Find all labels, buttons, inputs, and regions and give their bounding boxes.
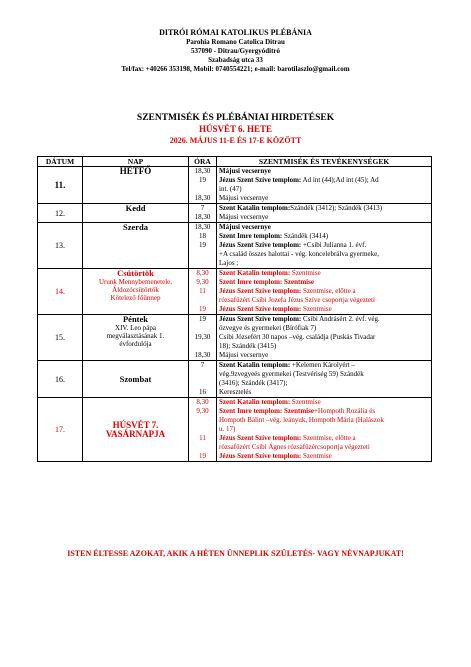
day-cell: HÉTFŐ	[83, 167, 189, 204]
date-cell: 15.	[38, 315, 83, 361]
events-cell: Szent Katalin templom: Szentmise Szent Imre templom: Szentmise Jézus Szent Szíve templom: Szentmise, előtte a rózsafüzért Csibi Jozefa Jézus Szíve csoportja végezteti Jézus Szent Szíve templom: Szentmise	[217, 269, 432, 315]
date-cell: 12.	[38, 204, 83, 223]
parish-name-ro: Parohia Romano Catolica Ditrau	[186, 38, 285, 46]
events-cell: Szent Katalin templom: +Kelemen Károlyért – vég.9zvegyeés gyermekei (Testvériség 59) Szándék (3416); Szándék (3417); Keresztelés	[217, 361, 432, 398]
time-cell: 8,30 9,30 11 19	[189, 269, 217, 315]
date-cell: 13.	[38, 223, 83, 269]
col-header-time: ÓRA	[189, 157, 217, 167]
schedule-table	[37, 156, 432, 462]
day-cell: Csütörtök Urunk Mennybemenetele, Áldozócsütörtök Kötelező főünnep	[83, 269, 189, 315]
footer-greeting: ISTEN ÉLTESSE AZOKAT, AKIK A HÉTEN ÜNNEPLIK SZÜLETÉS- VAGY NÉVNAPJUKAT!	[67, 549, 404, 558]
date-range: 2026. MÁJUS 11-E ÉS 17-E KÖZÖTT	[169, 136, 302, 145]
day-cell: HÚSVÉT 7. VASÁRNAPJA	[83, 398, 189, 462]
events-cell: Jézus Szent Szíve templom: Csibi Andrásért 2. évf. vég. özvegye és gyermekei (Bírófiak 7) Csibi Józsefért 30 napos –vég. családja (Puskás Tivadar 18); Szándék (3415) Májusi vecsernye	[217, 315, 432, 361]
table-row	[38, 315, 432, 361]
day-cell: Szombat	[83, 361, 189, 398]
church-name: Jézus Szent Szíve templom:	[219, 176, 302, 184]
table-row	[38, 269, 432, 315]
table-row	[38, 398, 432, 462]
time-cell: 7 18,30	[189, 204, 217, 223]
events-cell: Szent Katalin templom: Szentmise Szent Imre templom: Szentmise+Hompoth Rozália és Hompoth Bálint –vég. leányuk, Hompoth Mária (Halászok u. 17) Jézus Szent Szíve templom: Szentmise, előtte a rózsafüzért Csibi Ágnes rózsafüzércsoportja végezteti Jézus Szent Szíve templom: Szentmise	[217, 398, 432, 462]
time-cell: 18,30 18 19	[189, 223, 217, 269]
time-cell: 18,30 19 18,30	[189, 167, 217, 204]
parish-name: DITRÓI RÓMAI KATOLIKUS PLÉBÁNIA	[159, 28, 312, 37]
events-cell: Májusi vecsernye Jézus Szent Szíve templom: Ad int (44);Ad int (45); Ad int. (47) Májusi vecsernye	[217, 167, 432, 204]
page-title: SZENTMISÉK ÉS PLÉBÁNIAI HIRDETÉSEK	[136, 113, 335, 123]
day-cell: Péntek XIV. Leo pápa megválasztásának 1. évfordulója	[83, 315, 189, 361]
events-cell: Szent Katalin templom:Szándék (3412); Szándék (3413) Májusi vecsernye	[217, 204, 432, 223]
table-header-row	[38, 157, 432, 167]
time-cell: 8,30 9,30 11 19	[189, 398, 217, 462]
table-row	[38, 223, 432, 269]
table-row	[38, 361, 432, 398]
day-cell: Szerda	[83, 223, 189, 269]
date-cell: 17.	[38, 398, 83, 462]
time-cell: 7 16	[189, 361, 217, 398]
date-cell: 16.	[38, 361, 83, 398]
postal-address: 537090 - Ditrau/Gyergyóditró	[190, 47, 281, 55]
week-title: HÚSVÉT 6. HETE	[198, 124, 273, 134]
email-link[interactable]: barotilaszlo@gmail.com	[277, 65, 350, 73]
events-cell: Májusi vecsernye Szent Imre templom: Szándék (3414) Jézus Szent Szíve templom: +Csibi Julianna 1. évf. +A család összes halottai - vég. koncelebrálva gyermeke, Lajos ;	[217, 223, 432, 269]
day-cell: Kedd	[83, 204, 189, 223]
col-header-date: DÁTUM	[38, 157, 83, 167]
street-address: Szabadság utca 33	[208, 56, 263, 64]
table-row	[38, 204, 432, 223]
date-cell: 11.	[38, 167, 83, 204]
date-cell: 14.	[38, 269, 83, 315]
col-header-day: NAP	[83, 157, 189, 167]
table-row	[38, 167, 432, 204]
contact-phones: Tel/fax: +40266 353198, Mobil: 0740554221; e-mail:	[121, 65, 278, 73]
time-cell: 19 19,30 18,30	[189, 315, 217, 361]
col-header-events: SZENTMISÉK ÉS TEVÉKENYSÉGEK	[217, 157, 432, 167]
contact-line	[0, 65, 471, 74]
